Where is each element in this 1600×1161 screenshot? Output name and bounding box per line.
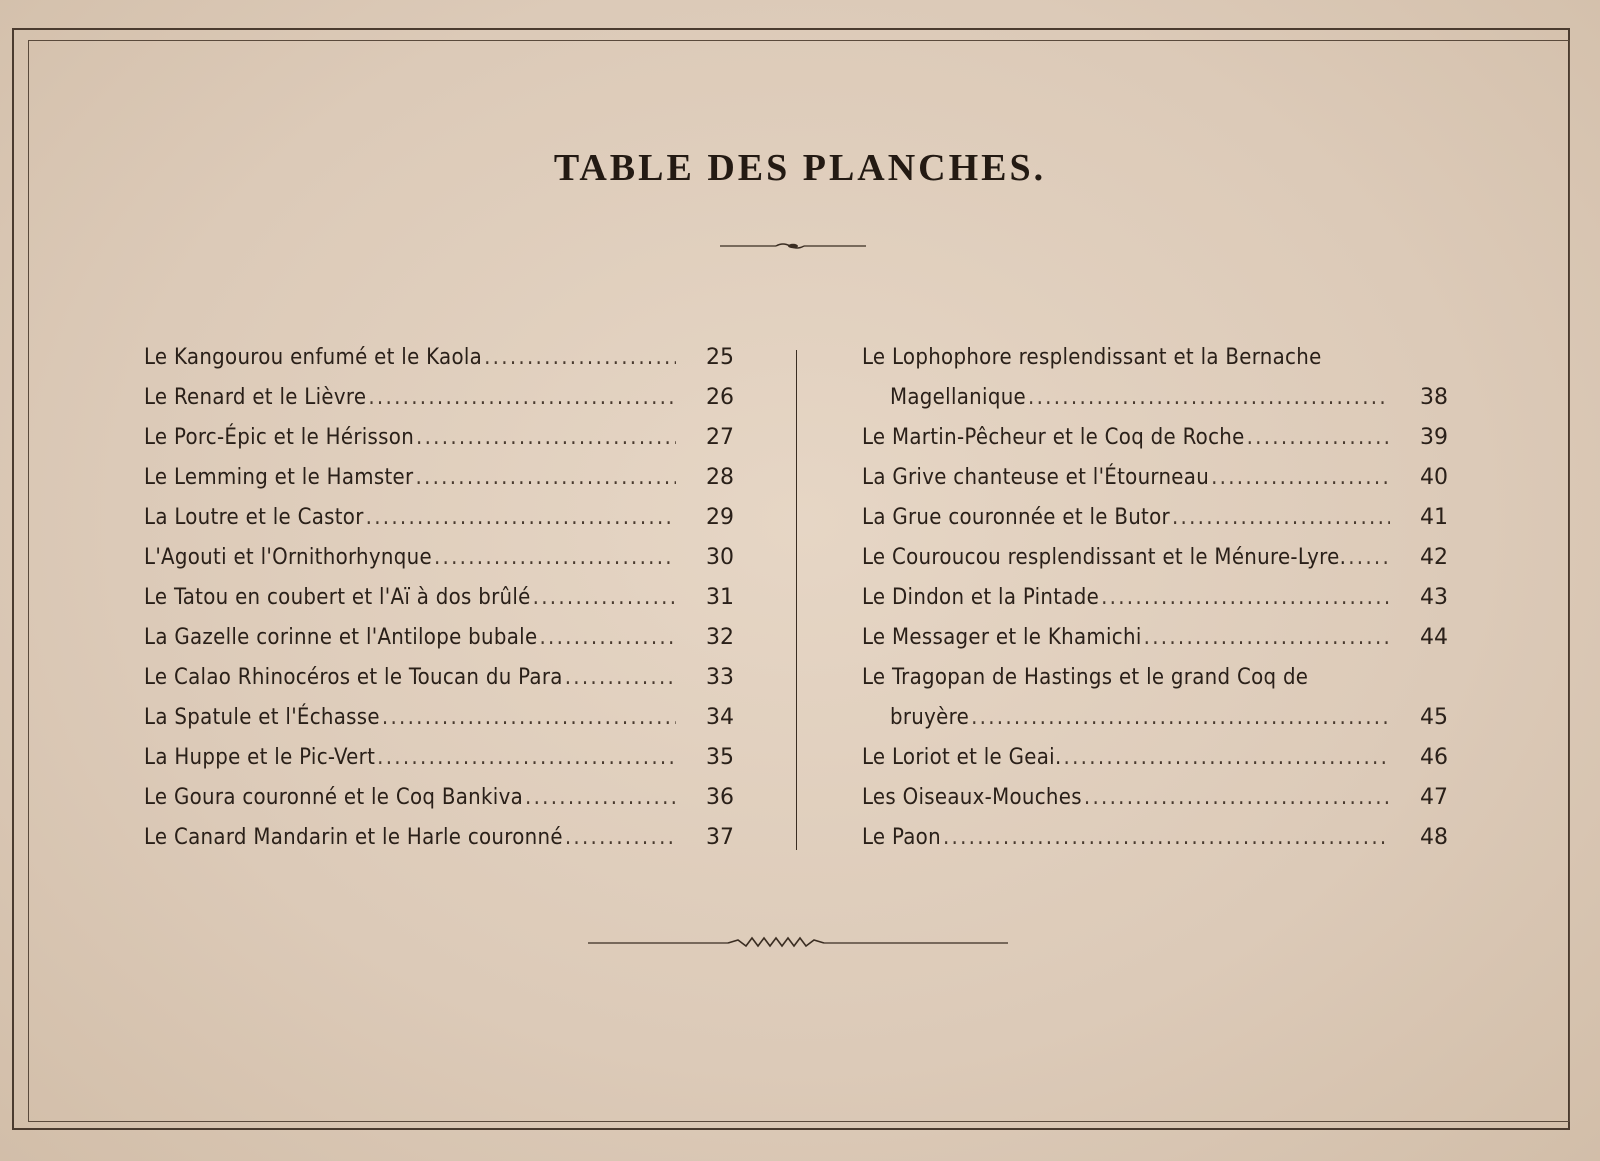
entry-label: La Grive chanteuse et l'Étourneau xyxy=(862,465,1210,490)
contents-entry xyxy=(144,618,734,658)
entry-page-number: 34 xyxy=(706,705,734,730)
contents-entry xyxy=(862,658,1448,698)
dot-leader xyxy=(525,778,676,818)
entry-label: La Grue couronnée et le Butor xyxy=(862,505,1170,530)
entry-label: Le Porc-Épic et le Hérisson xyxy=(144,425,415,450)
contents-entry xyxy=(144,698,734,738)
contents-entry xyxy=(862,538,1448,578)
entry-label: Le Couroucou resplendissant et le Ménure-Lyre. xyxy=(862,545,1347,570)
dot-leader xyxy=(943,818,1390,858)
contents-entry xyxy=(144,778,734,818)
dot-leader xyxy=(366,498,676,538)
entry-label-continuation: Magellanique xyxy=(890,385,1027,410)
dot-leader xyxy=(1172,498,1390,538)
entry-page-number: 32 xyxy=(706,625,734,650)
dot-leader xyxy=(368,378,676,418)
entry-page-number: 43 xyxy=(1420,585,1448,610)
contents-entry xyxy=(862,578,1448,618)
entry-page-number: 31 xyxy=(706,585,734,610)
dot-leader xyxy=(533,578,676,618)
contents-entry xyxy=(862,738,1448,778)
entry-label: Le Dindon et la Pintade xyxy=(862,585,1100,610)
dot-leader xyxy=(382,698,676,738)
contents-entry xyxy=(144,418,734,458)
top-ornament-rule xyxy=(720,240,866,252)
entry-page-number: 26 xyxy=(706,385,734,410)
contents-entry-continuation xyxy=(862,698,1448,738)
entry-label-continuation: bruyère xyxy=(890,705,970,730)
entry-label: Les Oiseaux-Mouches xyxy=(862,785,1082,810)
entry-label: Le Martin-Pêcheur et le Coq de Roche xyxy=(862,425,1245,450)
left-contents-column xyxy=(144,338,734,858)
contents-entry xyxy=(144,658,734,698)
entry-label: Le Messager et le Khamichi xyxy=(862,625,1142,650)
entry-label: Le Paon xyxy=(862,825,941,850)
entry-label: Le Canard Mandarin et le Harle couronné xyxy=(144,825,563,850)
dot-leader xyxy=(565,658,676,698)
contents-entry xyxy=(144,578,734,618)
contents-entry xyxy=(144,458,734,498)
dot-leader xyxy=(1348,538,1390,578)
entry-label: Le Kangourou enfumé et le Kaola xyxy=(144,345,483,370)
dot-leader xyxy=(1084,778,1390,818)
dot-leader xyxy=(484,338,676,378)
entry-label: La Spatule et l'Échasse xyxy=(144,705,380,730)
entry-label: Le Goura couronné et le Coq Bankiva xyxy=(144,785,524,810)
entry-page-number: 37 xyxy=(706,825,734,850)
entry-page-number: 27 xyxy=(706,425,734,450)
entry-page-number: 30 xyxy=(706,545,734,570)
dot-leader xyxy=(971,698,1390,738)
entry-page-number: 42 xyxy=(1420,545,1448,570)
entry-page-number: 36 xyxy=(706,785,734,810)
entry-page-number: 47 xyxy=(1420,785,1448,810)
contents-entry xyxy=(144,378,734,418)
dot-leader xyxy=(1247,418,1390,458)
entry-page-number: 38 xyxy=(1420,385,1448,410)
entry-page-number: 35 xyxy=(706,745,734,770)
entry-page-number: 44 xyxy=(1420,625,1448,650)
entry-page-number: 28 xyxy=(706,465,734,490)
column-divider xyxy=(796,350,797,850)
page-title: TABLE DES PLANCHES. xyxy=(553,147,1047,189)
contents-entry xyxy=(862,778,1448,818)
contents-entry xyxy=(144,338,734,378)
entry-label: Le Tatou en coubert et l'Aï à dos brûlé xyxy=(144,585,531,610)
dot-leader xyxy=(415,458,676,498)
entry-label: Le Lemming et le Hamster xyxy=(144,465,414,490)
entry-label: La Huppe et le Pic-Vert xyxy=(144,745,376,770)
contents-entry xyxy=(144,498,734,538)
contents-entry xyxy=(862,458,1448,498)
dot-leader xyxy=(539,618,676,658)
dot-leader xyxy=(1211,458,1390,498)
entry-page-number: 39 xyxy=(1420,425,1448,450)
dot-leader xyxy=(1028,378,1390,418)
entry-page-number: 46 xyxy=(1420,745,1448,770)
entry-label: La Gazelle corinne et l'Antilope bubale xyxy=(144,625,538,650)
entry-page-number: 40 xyxy=(1420,465,1448,490)
contents-entry xyxy=(862,818,1448,858)
dot-leader xyxy=(1144,618,1390,658)
entry-page-number: 45 xyxy=(1420,705,1448,730)
dot-leader xyxy=(416,418,676,458)
entry-label: Le Tragopan de Hastings et le grand Coq de xyxy=(862,665,1309,690)
contents-entry xyxy=(862,338,1448,378)
contents-entry xyxy=(862,418,1448,458)
entry-label: Le Renard et le Lièvre xyxy=(144,385,367,410)
entry-page-number: 48 xyxy=(1420,825,1448,850)
contents-entry xyxy=(862,618,1448,658)
right-contents-column xyxy=(862,338,1448,858)
dot-leader xyxy=(1064,738,1390,778)
contents-entry-continuation xyxy=(862,378,1448,418)
entry-label: Le Calao Rhinocéros et le Toucan du Para xyxy=(144,665,563,690)
entry-page-number: 29 xyxy=(706,505,734,530)
contents-entry xyxy=(144,738,734,778)
dot-leader xyxy=(377,738,676,778)
bottom-ornament-rule xyxy=(588,932,1008,952)
contents-entry xyxy=(144,538,734,578)
contents-entry xyxy=(862,498,1448,538)
entry-page-number: 33 xyxy=(706,665,734,690)
entry-page-number: 41 xyxy=(1420,505,1448,530)
dot-leader xyxy=(1101,578,1390,618)
entry-label: Le Loriot et le Geai. xyxy=(862,745,1062,770)
contents-entry xyxy=(144,818,734,858)
entry-page-number: 25 xyxy=(706,345,734,370)
entry-label: La Loutre et le Castor xyxy=(144,505,364,530)
entry-label: Le Lophophore resplendissant et la Bernache xyxy=(862,345,1322,370)
entry-label: L'Agouti et l'Ornithorhynque xyxy=(144,545,432,570)
dot-leader xyxy=(434,538,676,578)
dot-leader xyxy=(565,818,676,858)
